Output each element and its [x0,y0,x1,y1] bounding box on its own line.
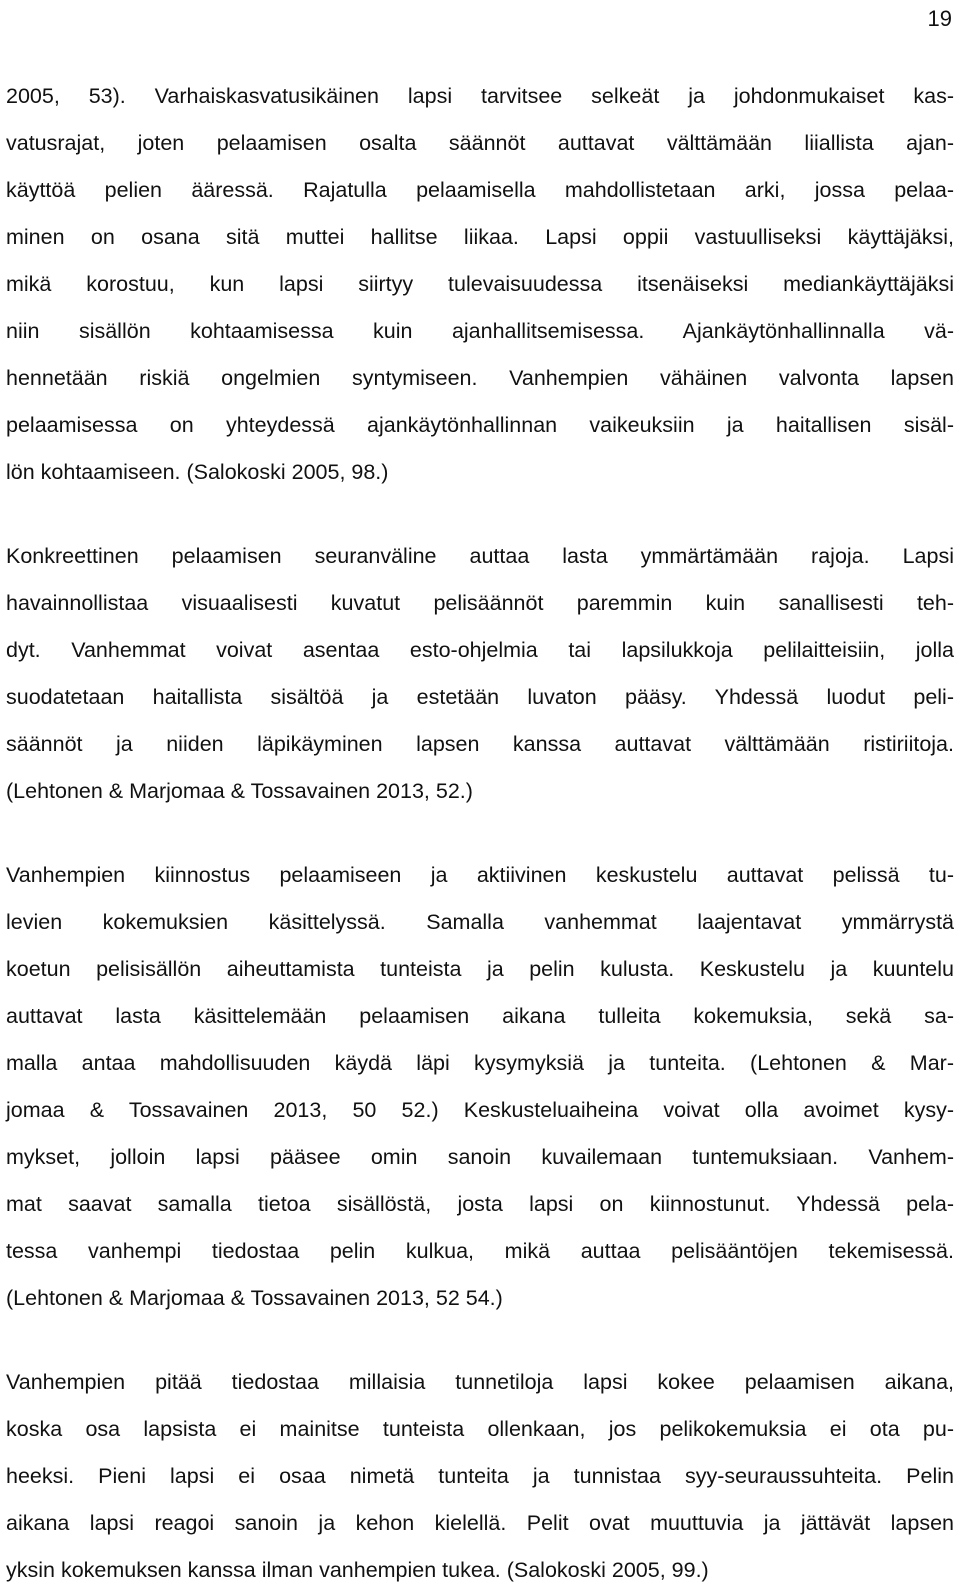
text-line: Vanhempien pitää tiedostaa millaisia tunnetiloja lapsi kokee pelaamisen aikana, [6,1370,954,1394]
document-body [6,73,954,1594]
text-line: Vanhempien kiinnostus pelaamiseen ja aktiivinen keskustelu auttavat pelissä tu- [6,863,954,887]
text-line: levien kokemuksien käsittelyssä. Samalla vanhemmat laajentavat ymmärrystä [6,910,954,934]
text-line: käyttöä pelien ääressä. Rajatulla pelaamisella mahdollistetaan arki, jossa pelaa- [6,178,954,202]
text-line: mykset, jolloin lapsi pääsee omin sanoin kuvailemaan tuntemuksiaan. Vanhem- [6,1145,954,1169]
text-line: heeksi. Pieni lapsi ei osaa nimetä tunteita ja tunnistaa syy-seuraussuhteita. Pelin [6,1464,954,1488]
text-line: koetun pelisisällön aiheuttamista tunteista ja pelin kulusta. Keskustelu ja kuuntelu [6,957,954,981]
text-line: auttavat lasta käsittelemään pelaamisen aikana tulleita kokemuksia, sekä sa- [6,1004,954,1028]
text-line: koska osa lapsista ei mainitse tunteista ollenkaan, jos pelikokemuksia ei ota pu- [6,1417,954,1441]
text-line: minen on osana sitä muttei hallitse liikaa. Lapsi oppii vastuulliseksi käyttäjäksi, [6,225,954,249]
text-line: pelaamisessa on yhteydessä ajankäytönhallinnan vaikeuksiin ja haitallisen sisäl- [6,413,954,437]
text-line: lön kohtaamiseen. (Salokoski 2005, 98.) [6,460,389,484]
text-line: (Lehtonen & Marjomaa & Tossavainen 2013, 52 54.) [6,1286,503,1310]
text-line: (Lehtonen & Marjomaa & Tossavainen 2013, 52.) [6,779,473,803]
text-line: aikana lapsi reagoi sanoin ja kehon kielellä. Pelit ovat muuttuvia ja jättävät lapsen [6,1511,954,1535]
text-line: 2005, 53). Varhaiskasvatusikäinen lapsi tarvitsee selkeät ja johdonmukaiset kas- [6,84,954,108]
page-number: 19 [927,6,952,31]
paragraph-2 [6,533,954,815]
text-line: suodatetaan haitallista sisältöä ja estetään luvaton pääsy. Yhdessä luodut peli- [6,685,954,709]
text-line: malla antaa mahdollisuuden käydä läpi kysymyksiä ja tunteita. (Lehtonen & Mar- [6,1051,954,1075]
text-line: mat saavat samalla tietoa sisällöstä, josta lapsi on kiinnostunut. Yhdessä pela- [6,1192,954,1216]
text-line: niin sisällön kohtaamisessa kuin ajanhallitsemisessa. Ajankäytönhallinnalla vä- [6,319,954,343]
text-line: vatusrajat, joten pelaamisen osalta säännöt auttavat välttämään liiallista ajan- [6,131,954,155]
paragraph-1 [6,73,954,496]
text-line: havainnollistaa visuaalisesti kuvatut pelisäännöt paremmin kuin sanallisesti teh- [6,591,954,615]
paragraph-3 [6,852,954,1322]
paragraph-4 [6,1359,954,1594]
text-line: yksin kokemuksen kanssa ilman vanhempien tukea. (Salokoski 2005, 99.) [6,1558,709,1582]
text-line: tessa vanhempi tiedostaa pelin kulkua, mikä auttaa pelisääntöjen tekemisessä. [6,1239,954,1263]
text-line: mikä korostuu, kun lapsi siirtyy tulevaisuudessa itsenäiseksi mediankäyttäjäksi [6,272,954,296]
text-line: dyt. Vanhemmat voivat asentaa esto-ohjelmia tai lapsilukkoja pelilaitteisiin, jolla [6,638,954,662]
text-line: jomaa & Tossavainen 2013, 50 52.) Keskusteluaiheina voivat olla avoimet kysy- [6,1098,954,1122]
text-line: hennetään riskiä ongelmien syntymiseen. Vanhempien vähäinen valvonta lapsen [6,366,954,390]
text-line: säännöt ja niiden läpikäyminen lapsen kanssa auttavat välttämään ristiriitoja. [6,732,954,756]
text-line: Konkreettinen pelaamisen seuranväline auttaa lasta ymmärtämään rajoja. Lapsi [6,544,954,568]
